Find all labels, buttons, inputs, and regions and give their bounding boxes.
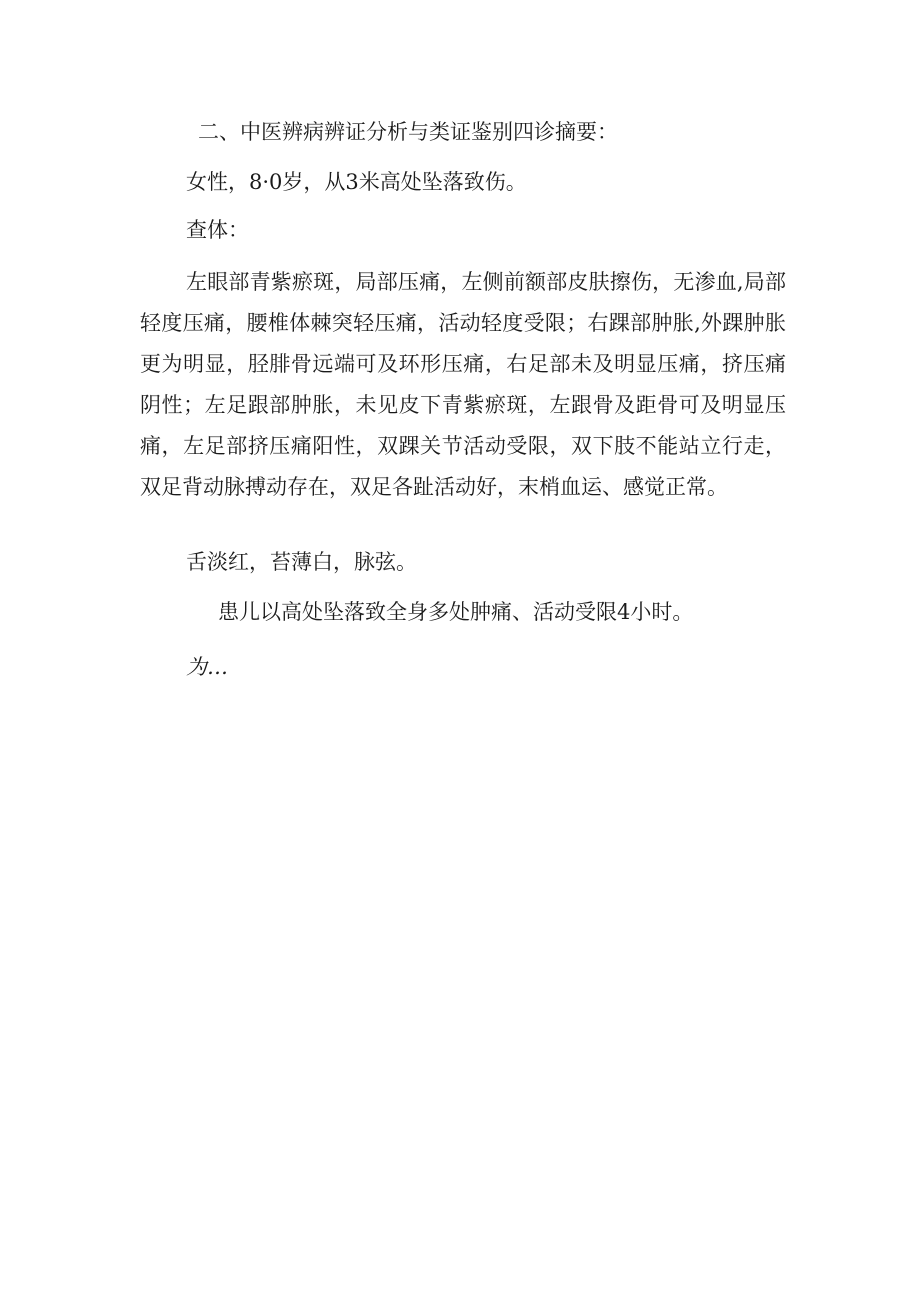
- tongue-pulse: 舌淡红，苔薄白，脉弦。: [186, 550, 417, 574]
- exam-label: 查体：: [186, 218, 249, 242]
- section-heading: 二、中医辨病辨证分析与类证鉴别四诊摘要：: [198, 120, 618, 144]
- exam-findings: 左眼部青紫瘀斑，局部压痛，左侧前额部皮肤擦伤，无渗血,局部轻度压痛，腰椎体棘突轻压痛，活动轻度受限；右踝部肿胀,外踝肿胀更为明显，胫腓骨远端可及环形压痛，右足部未及明显压痛，挤压痛阴性；左足跟部肿胀，未见皮下青紫瘀斑，左跟骨及距骨可及明显压痛，左足部挤压痛阳性，双踝关节活动受限，双下肢不能站立行走，双足背动脉搏动存在，双足各趾活动好，末梢血运、感觉正常。: [140, 270, 786, 499]
- patient-info: 女性，8·0岁，从3米高处坠落致伤。: [186, 170, 527, 194]
- chief-complaint: 患儿以高处坠落致全身多处肿痛、活动受限4小时。: [218, 600, 694, 624]
- truncated-text: 为…: [186, 655, 228, 679]
